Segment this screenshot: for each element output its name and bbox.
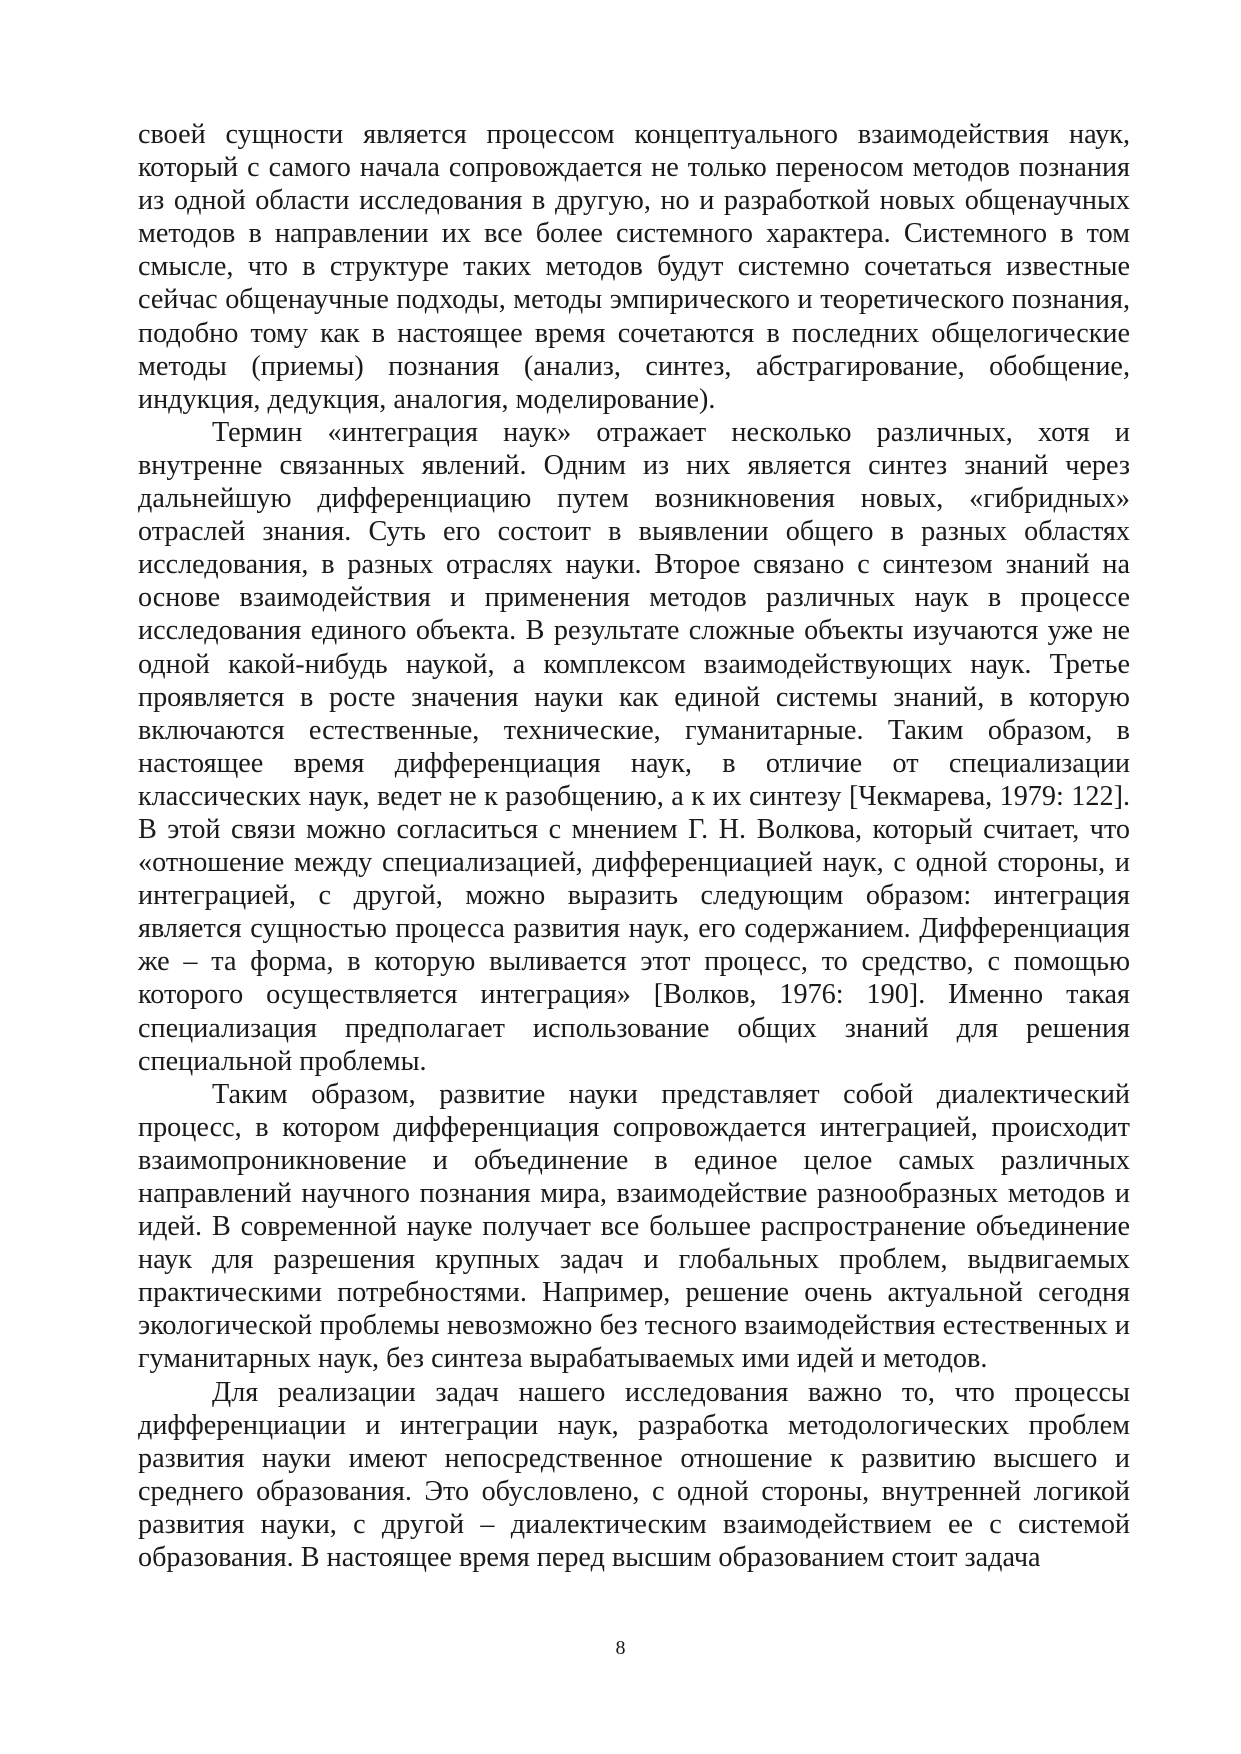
body-text: [138, 118, 1130, 1574]
page-number: 8: [615, 1637, 626, 1659]
paragraph-research-tasks: Для реализации задач нашего исследования важно то, что процессы дифференциации и интеграции наук, разработка методологических проблем развития науки имеют непосредственное отношение к развитию высшего и среднего образования. Это обусловлено, с одной стороны, внутренней логикой развития науки, с другой – диалектическим взаимодействием ее с системой образования. В настоящее время перед высшим образованием стоит задача: [138, 1376, 1130, 1574]
paragraph-integration-term: Термин «интеграция наук» отражает несколько различных, хотя и внутренне связанных явлений. Одним из них является синтез знаний через дальнейшую дифференциацию путем возникновения новых, «гибридных» отраслей знания. Суть его состоит в выявлении общего в разных областях исследования, в разных отраслях науки. Второе связано с синтезом знаний на основе взаимодействия и применения методов различных наук в процессе исследования единого объекта. В результате сложные объекты изучаются уже не одной какой-нибудь наукой, а комплексом взаимодействующих наук. Третье проявляется в росте значения науки как единой системы знаний, в которую включаются естественные, технические, гуманитарные. Таким образом, в настоящее время дифференциация наук, в отличие от специализации классических наук, ведет не к разобщению, а к их синтезу [Чекмарева, 1979: 122]. В этой связи можно согласиться с мнением Г. Н. Волкова, который считает, что «отношение между специализацией, дифференциацией наук, с одной стороны, и интеграцией, с другой, можно выразить следующим образом: интеграция является сущностью процесса развития наук, его содержанием. Дифференциация же – та форма, в которую выливается этот процесс, то средство, с помощью которого осуществляется интеграция» [Волков, 1976: 190]. Именно такая специализация предполагает использование общих знаний для решения специальной проблемы.: [138, 416, 1130, 1077]
paragraph-science-development: Таким образом, развитие науки представляет собой диалектический процесс, в котором дифференциация сопровождается интеграцией, происходит взаимопроникновение и объединение в единое целое самых различных направлений научного познания мира, взаимодействие разнообразных методов и идей. В современной науке получает все большее распространение объединение наук для разрешения крупных задач и глобальных проблем, выдвигаемых практическими потребностями. Например, решение очень актуальной сегодня экологической проблемы невозможно без тесного взаимодействия естественных и гуманитарных наук, без синтеза вырабатываемых ими идей и методов.: [138, 1078, 1130, 1375]
paragraph-continuation: своей сущности является процессом концептуального взаимодействия наук, который с самого начала сопровождается не только переносом методов познания из одной области исследования в другую, но и разработкой новых общенаучных методов в направлении их все более системного характера. Системного в том смысле, что в структуре таких методов будут системно сочетаться известные сейчас общенаучные подходы, методы эмпирического и теоретического познания, подобно тому как в настоящее время сочетаются в последних общелогические методы (приемы) познания (анализ, синтез, абстрагирование, обобщение, индукция, дедукция, аналогия, моделирование).: [138, 119, 1130, 415]
